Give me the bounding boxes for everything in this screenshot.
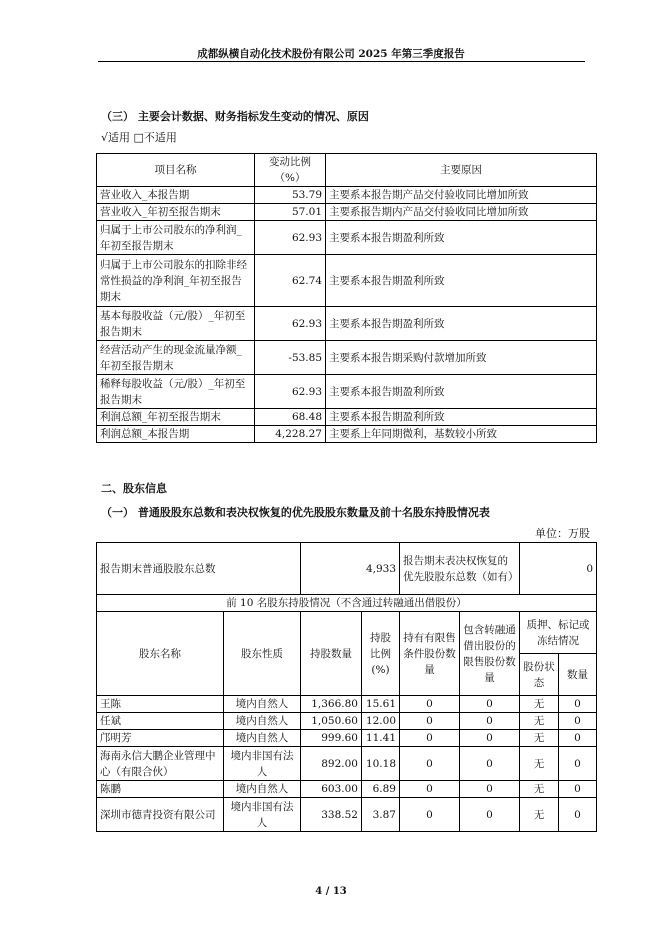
shareholder-row	[97, 781, 597, 798]
holder-ratio: 6.89	[362, 781, 400, 798]
holder-quantity: 999.60	[301, 730, 362, 747]
preferred-holders-label: 报告期末表决权恢复的优先股股东总数（如有）	[400, 543, 520, 595]
holder-ratio: 10.18	[362, 747, 400, 781]
holder-nature: 境内自然人	[224, 730, 301, 747]
holder-pledge-qty: 0	[559, 713, 597, 730]
document-header-title: 成都纵横自动化技术股份有限公司 2025 年第三季度报告	[197, 48, 465, 60]
row-reason: 主要系本报告期盈利所致	[326, 375, 597, 409]
table-row	[97, 426, 597, 443]
holder-nature: 境内自然人	[224, 696, 301, 713]
shareholder-row	[97, 747, 597, 781]
header-change-ratio: 变动比例 （%）	[255, 154, 326, 187]
row-reason: 主要系本报告期盈利所致	[326, 255, 597, 307]
holder-lent: 0	[460, 730, 520, 747]
holder-lent: 0	[460, 747, 520, 781]
row-ratio: 62.74	[255, 255, 326, 307]
holder-nature: 境内非国有法人	[224, 798, 301, 832]
holder-status: 无	[520, 747, 559, 781]
section-heading-shareholders: 二、股东信息	[101, 482, 167, 495]
row-item: 营业收入_本报告期	[97, 187, 255, 204]
holder-status: 无	[520, 730, 559, 747]
table-row	[97, 375, 597, 409]
row-ratio: 62.93	[255, 307, 326, 341]
holder-status: 无	[520, 696, 559, 713]
holder-quantity: 1,366.80	[301, 696, 362, 713]
row-item: 基本每股收益（元/股）_年初至报告期末	[97, 307, 255, 341]
holder-restricted: 0	[400, 713, 460, 730]
header-restricted-shares: 持有有限售条件股份数量	[400, 612, 460, 696]
holder-quantity: 1,050.60	[301, 713, 362, 730]
table-row	[97, 221, 597, 255]
holder-pledge-qty: 0	[559, 798, 597, 832]
holder-lent: 0	[460, 713, 520, 730]
holder-pledge-qty: 0	[559, 696, 597, 713]
holder-quantity: 338.52	[301, 798, 362, 832]
holder-restricted: 0	[400, 781, 460, 798]
holder-ratio: 3.87	[362, 798, 400, 832]
row-item: 经营活动产生的现金流量净额_年初至报告期末	[97, 341, 255, 375]
row-item: 稀释每股收益（元/股）_年初至报告期末	[97, 375, 255, 409]
preferred-holders-value: 0	[520, 543, 597, 595]
holder-name: 王陈	[97, 696, 224, 713]
row-item: 利润总额_年初至报告期末	[97, 409, 255, 426]
holder-restricted: 0	[400, 747, 460, 781]
unit-label: 单位：万股	[535, 527, 590, 540]
row-item: 归属于上市公司股东的扣除非经常性损益的净利润_年初至报告期末	[97, 255, 255, 307]
header-holding-ratio: 持股比例(%)	[362, 612, 400, 696]
table-row	[97, 307, 597, 341]
table-row	[97, 187, 597, 204]
header-share-status: 股份状态	[520, 654, 559, 696]
row-ratio: 4,228.27	[255, 426, 326, 443]
row-reason: 主要系本报告期盈利所致	[326, 307, 597, 341]
shareholders-table	[96, 542, 597, 832]
holder-restricted: 0	[400, 798, 460, 832]
row-reason: 主要系本报告期盈利所致	[326, 409, 597, 426]
row-reason: 主要系本报告期产品交付验收同比增加所致	[326, 187, 597, 204]
total-holders-label: 报告期末普通股股东总数	[97, 543, 301, 595]
holder-lent: 0	[460, 696, 520, 713]
holder-ratio: 15.61	[362, 696, 400, 713]
shareholder-row	[97, 696, 597, 713]
holder-status: 无	[520, 713, 559, 730]
row-ratio: -53.85	[255, 341, 326, 375]
table-header-row	[97, 154, 597, 187]
row-reason: 主要系本报告期盈利所致	[326, 221, 597, 255]
page-number: 4 / 13	[315, 886, 347, 897]
header-pledge-group: 质押、标记或冻结情况	[520, 612, 597, 654]
table-row	[97, 255, 597, 307]
holder-pledge-qty: 0	[559, 781, 597, 798]
top10-caption-row	[97, 595, 597, 612]
holder-quantity: 892.00	[301, 747, 362, 781]
holder-ratio: 11.41	[362, 730, 400, 747]
holder-quantity: 603.00	[301, 781, 362, 798]
holder-lent: 0	[460, 798, 520, 832]
holder-status: 无	[520, 781, 559, 798]
table-row	[97, 341, 597, 375]
holder-restricted: 0	[400, 730, 460, 747]
row-reason: 主要系报告期内产品交付验收同比增加所致	[326, 204, 597, 221]
holder-lent: 0	[460, 781, 520, 798]
shareholder-row	[97, 713, 597, 730]
row-item: 归属于上市公司股东的净利润_年初至报告期末	[97, 221, 255, 255]
row-ratio: 68.48	[255, 409, 326, 426]
applicable-checkbox-line: √适用 □不适用	[101, 131, 177, 144]
holder-restricted: 0	[400, 696, 460, 713]
header-main-reason: 主要原因	[326, 154, 597, 187]
holder-pledge-qty: 0	[559, 747, 597, 781]
holder-status: 无	[520, 798, 559, 832]
header-pledge-quantity: 数量	[559, 654, 597, 696]
header-lent-restricted-shares: 包含转融通借出股份的限售股份数量	[460, 612, 520, 696]
holder-nature: 境内自然人	[224, 781, 301, 798]
row-reason: 主要系本报告期采购付款增加所致	[326, 341, 597, 375]
holder-ratio: 12.00	[362, 713, 400, 730]
header-holding-quantity: 持股数量	[301, 612, 362, 696]
holder-name: 深圳市德青投资有限公司	[97, 798, 224, 832]
holder-pledge-qty: 0	[559, 730, 597, 747]
total-holders-value: 4,933	[301, 543, 400, 595]
row-ratio: 62.93	[255, 221, 326, 255]
holder-name: 海南永信大鹏企业管理中心（有限合伙）	[97, 747, 224, 781]
row-ratio: 53.79	[255, 187, 326, 204]
holder-name: 邝明芳	[97, 730, 224, 747]
shareholder-row	[97, 730, 597, 747]
holder-name: 陈鹏	[97, 781, 224, 798]
table-row	[97, 204, 597, 221]
table-row	[97, 409, 597, 426]
holder-nature: 境内自然人	[224, 713, 301, 730]
row-ratio: 62.93	[255, 375, 326, 409]
row-item: 营业收入_年初至报告期末	[97, 204, 255, 221]
holder-nature: 境内非国有法人	[224, 747, 301, 781]
header-divider	[98, 61, 585, 62]
header-item-name: 项目名称	[97, 154, 255, 187]
holder-name: 任斌	[97, 713, 224, 730]
shareholder-row	[97, 798, 597, 832]
subsection-heading-top10: （一） 普通股股东总数和表决权恢复的优先股股东数量及前十名股东持股情况表	[101, 506, 490, 519]
row-ratio: 57.01	[255, 204, 326, 221]
top10-caption: 前 10 名股东持股情况（不含通过转融通出借股份）	[97, 595, 597, 612]
section-heading-changes: （三） 主要会计数据、财务指标发生变动的情况、原因	[101, 110, 369, 123]
financial-changes-table	[96, 153, 597, 443]
row-reason: 主要系上年同期微利，基数较小所致	[326, 426, 597, 443]
header-holder-nature: 股东性质	[224, 612, 301, 696]
total-holders-row	[97, 543, 597, 595]
header-holder-name: 股东名称	[97, 612, 224, 696]
row-item: 利润总额_本报告期	[97, 426, 255, 443]
shareholder-header-row	[97, 612, 597, 654]
